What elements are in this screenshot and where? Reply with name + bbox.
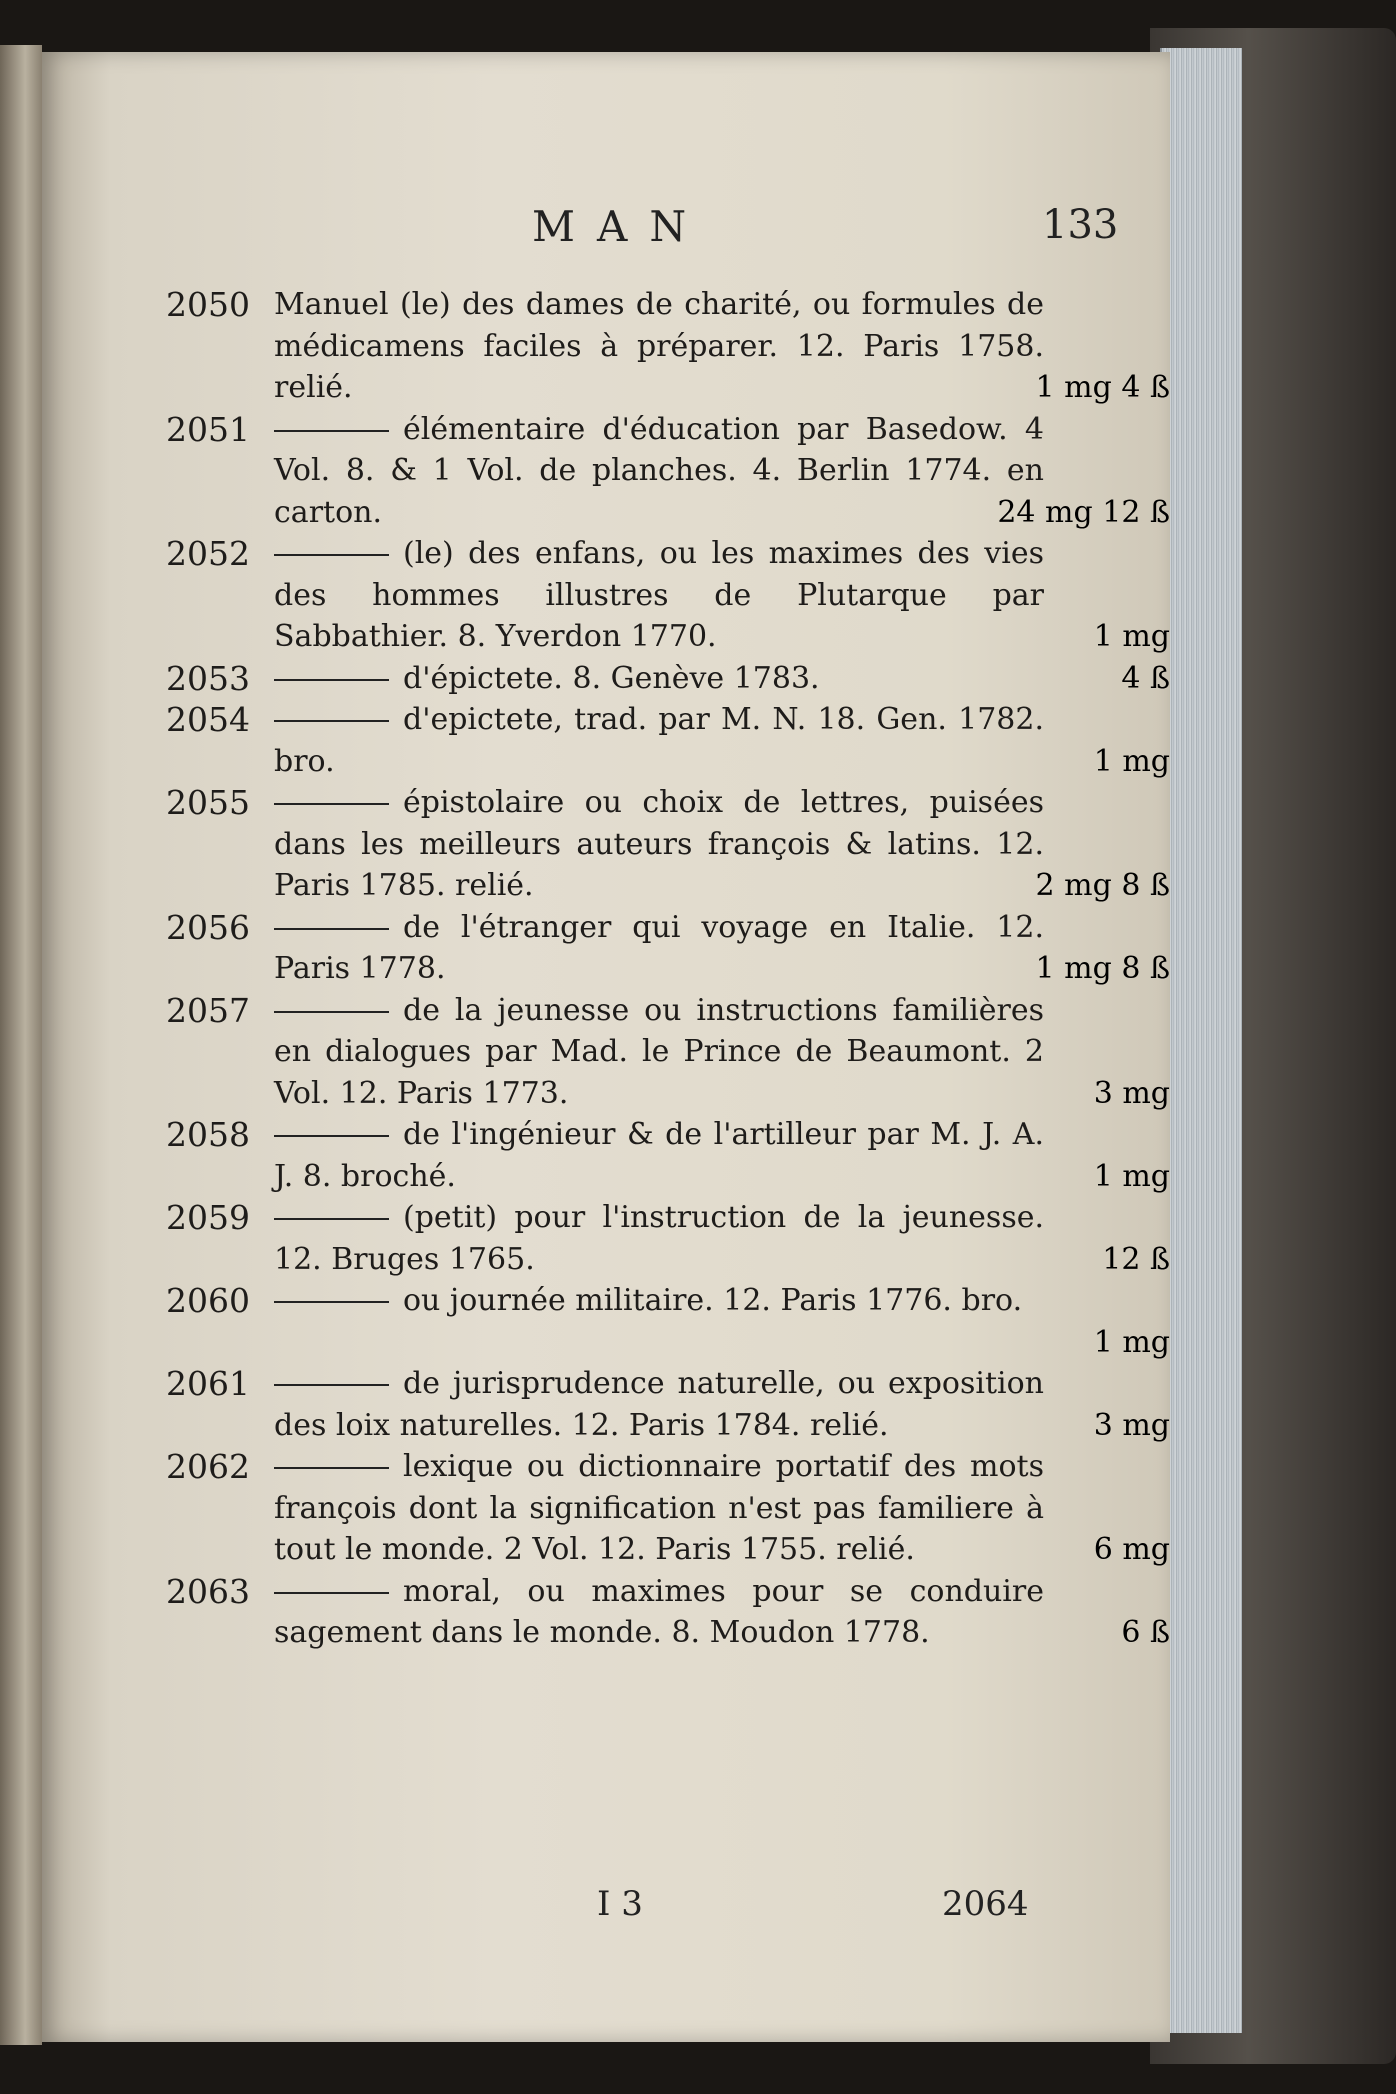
entry-price: 24 mg 12 ß xyxy=(997,494,1170,530)
ditto-dash xyxy=(274,1592,389,1594)
running-head: MAN xyxy=(532,202,709,251)
entry-description: d'épictete. 8. Genève 1783. xyxy=(403,660,820,696)
ditto-dash xyxy=(274,1301,389,1303)
catalogue-entry xyxy=(42,658,1170,700)
page-footer xyxy=(42,1884,1170,1934)
page-edges xyxy=(1160,48,1242,2033)
catalogue-entries xyxy=(42,284,1170,1654)
ditto-dash xyxy=(274,554,389,556)
entry-number: 2050 xyxy=(166,285,250,324)
entry-number: 2056 xyxy=(166,907,250,947)
entry-price: 6 mg xyxy=(1093,1532,1170,1567)
entry-body xyxy=(274,1446,1044,1571)
entry-body xyxy=(274,1280,1044,1322)
entry-price: 1 mg xyxy=(1093,619,1170,654)
entry-number: 2060 xyxy=(166,1281,250,1320)
catalogue-entry xyxy=(42,1571,1170,1654)
entry-price: 1 mg xyxy=(1093,1158,1170,1194)
entry-number: 2054 xyxy=(166,700,250,739)
entry-description: de la jeunesse ou instructions familières en dialogues par Mad. le Prince de Beaumont. 2 Vol. 12. Paris 1773. xyxy=(274,992,1044,1111)
catalogue-entry xyxy=(42,782,1170,907)
ditto-dash xyxy=(274,928,389,930)
entry-number: 2058 xyxy=(166,1115,250,1154)
entry-price: 1 mg xyxy=(1093,743,1170,779)
catalogue-entry xyxy=(42,1363,1170,1446)
catalogue-entry xyxy=(42,1446,1170,1571)
entry-description: (le) des enfans, ou les maximes des vies des hommes illustres de Plutarque par Sabbathier. 8. Yverdon 1770. xyxy=(274,536,1044,654)
entry-body xyxy=(274,1571,1044,1654)
catalogue-entry xyxy=(42,699,1170,782)
entry-description: de l'ingénieur & de l'artilleur par M. J. A. J. 8. broché. xyxy=(274,1117,1044,1194)
entry-body xyxy=(274,409,1044,534)
entry-description: élémentaire d'éducation par Basedow. 4 Vol. 8. & 1 Vol. de planches. 4. Berlin 1774. en carton. xyxy=(274,411,1044,530)
entry-price: 1 mg 8 ß xyxy=(1035,951,1170,986)
entry-description: Manuel (le) des dames de charité, ou formules de médicamens faciles à préparer. 12. Paris 1758. relié. xyxy=(274,287,1044,405)
entry-price: 4 ß xyxy=(1121,660,1170,696)
ditto-dash xyxy=(274,679,389,681)
catalogue-entry xyxy=(42,990,1170,1115)
entry-number: 2062 xyxy=(166,1447,250,1486)
entry-description: ou journée militaire. 12. Paris 1776. bro. xyxy=(403,1283,1023,1318)
entry-number: 2051 xyxy=(166,409,250,449)
entry-price: 12 ß xyxy=(1102,1241,1170,1277)
entry-body xyxy=(274,1363,1044,1446)
entry-description: (petit) pour l'instruction de la jeunesse. 12. Bruges 1765. xyxy=(274,1200,1044,1277)
entry-body xyxy=(274,284,1044,409)
catalogue-entry xyxy=(42,907,1170,990)
ditto-dash xyxy=(274,430,389,432)
entry-description: lexique ou dictionnaire portatif des mots françois dont la signification n'est pas familiere à tout le monde. 2 Vol. 12. Paris 1755. relié. xyxy=(274,1449,1044,1567)
ditto-dash xyxy=(274,720,389,722)
entry-price: 2 mg 8 ß xyxy=(1035,868,1170,903)
entry-description: d'epictete, trad. par M. N. 18. Gen. 1782. bro. xyxy=(274,702,1044,779)
catchword: 2064 xyxy=(942,1884,1029,1924)
catalogue-entry xyxy=(42,284,1170,409)
page-header xyxy=(42,202,1170,262)
page-number: 133 xyxy=(1042,202,1119,248)
catalogue-entry xyxy=(42,1280,1170,1363)
catalogue-entry xyxy=(42,1197,1170,1280)
ditto-dash xyxy=(274,1384,389,1386)
entry-body xyxy=(274,658,1044,700)
entry-description: de l'étranger qui voyage en Italie. 12. Paris 1778. xyxy=(274,909,1044,986)
entry-price: 1 mg 4 ß xyxy=(1035,370,1170,405)
entry-price: 1 mg xyxy=(1093,1324,1170,1360)
entry-description: épistolaire ou choix de lettres, puisées dans les meilleurs auteurs françois & latins. 12. Paris 1785. relié. xyxy=(274,785,1044,903)
entry-body xyxy=(274,990,1044,1115)
catalogue-entry xyxy=(42,409,1170,534)
entry-description: moral, ou maximes pour se conduire sagement dans le monde. 8. Moudon 1778. xyxy=(274,1573,1044,1650)
catalogue-entry xyxy=(42,533,1170,658)
entry-body xyxy=(274,533,1044,658)
ditto-dash xyxy=(274,1011,389,1013)
printer-signature: I 3 xyxy=(597,1884,643,1924)
entry-body xyxy=(274,907,1044,990)
ditto-dash xyxy=(274,1135,389,1137)
entry-number: 2057 xyxy=(166,990,250,1030)
entry-price: 3 mg xyxy=(1093,1407,1170,1443)
ditto-dash xyxy=(274,1218,389,1220)
entry-body xyxy=(274,782,1044,907)
entry-number: 2055 xyxy=(166,783,250,822)
entry-body xyxy=(274,1197,1044,1280)
ditto-dash xyxy=(274,1467,389,1469)
catalogue-page xyxy=(42,52,1170,2042)
entry-number: 2061 xyxy=(166,1364,250,1403)
entry-body xyxy=(274,1114,1044,1197)
entry-description: de jurisprudence naturelle, ou exposition des loix naturelles. 12. Paris 1784. relié. xyxy=(274,1366,1044,1443)
entry-number: 2063 xyxy=(166,1571,250,1611)
entry-price: 6 ß xyxy=(1121,1615,1170,1650)
entry-number: 2059 xyxy=(166,1198,250,1237)
entry-number: 2052 xyxy=(166,534,250,573)
entry-body xyxy=(274,699,1044,782)
entry-price: 3 mg xyxy=(1093,1075,1170,1111)
entry-number: 2053 xyxy=(166,658,250,698)
ditto-dash xyxy=(274,803,389,805)
facing-page-edge xyxy=(0,45,42,2045)
catalogue-entry xyxy=(42,1114,1170,1197)
